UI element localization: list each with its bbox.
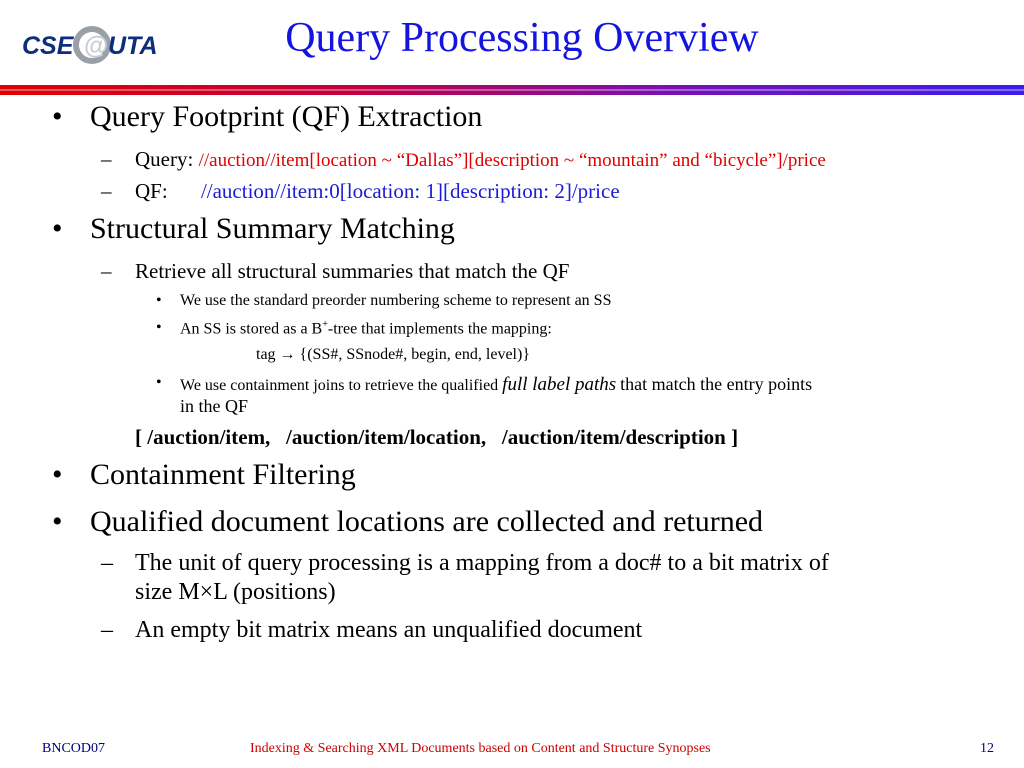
btree-sup: + <box>322 319 328 330</box>
sub-bullet-qf <box>135 179 620 204</box>
title-divider <box>0 85 1024 95</box>
label-paths: [ /auction/item, /auction/item/location, /auction/item/description ] <box>135 425 739 449</box>
joins-text-pre: We use containment joins to retrieve the qualified <box>180 377 499 394</box>
query-label: Query: <box>135 147 194 171</box>
logo-uta-text: UTA <box>108 32 158 60</box>
sub-bullet-unit: – The unit of query processing is a mapping from a doc# to a bit matrix of <box>135 550 829 577</box>
joins-text-post: that match the entry points <box>620 374 813 394</box>
query-value: //auction//item[location ~ “Dallas”][description ~ “mountain” and “bicycle”]/price <box>198 150 826 171</box>
slide-title: Query Processing Overview <box>285 15 759 61</box>
mapping-formula: tag → {(SS#, SSnode#, begin, end, level)} <box>256 346 530 363</box>
bullet-qualified-locations: • Qualified document locations are collected and returned <box>90 505 763 539</box>
footer-paper-title: Indexing & Searching XML Documents based on Content and Structure Synopses <box>250 741 711 756</box>
bullet-structural-summary: • Structural Summary Matching <box>90 212 455 246</box>
logo-at-text: @ <box>84 32 109 60</box>
qf-value: //auction//item:0[location: 1][description: 2]/price <box>200 179 620 203</box>
footer-page-number: 12 <box>980 741 994 756</box>
bullet-qf-extraction: • Query Footprint (QF) Extraction <box>90 100 482 134</box>
joins-emphasis: full label paths <box>502 374 617 395</box>
joins-line2: in the QF <box>180 396 249 416</box>
btree-text-pre: An SS is stored as a B <box>180 320 323 338</box>
footer-conference: BNCOD07 <box>42 741 106 756</box>
btree-text-post: -tree that implements the mapping: <box>327 320 552 338</box>
item-preorder: • We use the standard preorder numbering scheme to represent an SS <box>180 292 611 310</box>
sub-bullet-unit-line2: size M×L (positions) <box>135 579 336 605</box>
item-containment-joins <box>180 374 812 396</box>
qf-label: QF: <box>135 179 168 203</box>
item-btree <box>180 319 552 338</box>
logo-cse-text: CSE <box>22 32 74 60</box>
sub-bullet-empty-matrix: – An empty bit matrix means an unqualified document <box>135 617 642 644</box>
bullet-containment-filtering: • Containment Filtering <box>90 458 356 492</box>
sub-bullet-query <box>135 147 826 172</box>
sub-bullet-retrieve: – Retrieve all structural summaries that match the QF <box>135 259 569 284</box>
